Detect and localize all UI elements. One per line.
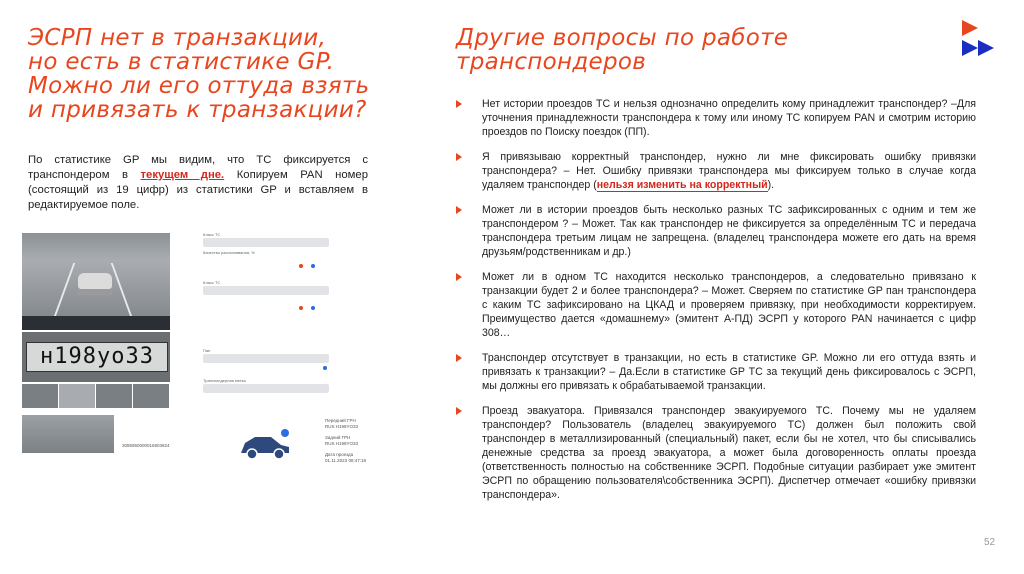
form-field[interactable] xyxy=(203,384,329,393)
left-title-line: Можно ли его оттуда взять xyxy=(28,73,370,99)
form-field[interactable] xyxy=(203,286,329,295)
faq-item xyxy=(456,351,976,393)
plate-text: н198уо33 xyxy=(26,342,168,372)
camera-image xyxy=(22,233,170,325)
intro-highlight: текущем дне. xyxy=(140,169,225,181)
right-title-line: Другие вопросы по работе xyxy=(456,25,789,51)
faq-text: Транспондер отсутствует в транзакции, но есть в статистике GP. Можно ли его оттуда взять и привязать к транзакции? – Да.Если в статистике GP ТС за текущий день фиксировалось с ЭСРП, мы должны его привязать к обрабатываемой транзакции. xyxy=(482,352,976,392)
front-value: RUS H198YO33 xyxy=(325,424,359,429)
faq-text: Нет истории проездов ТС и нельзя однозначно определить кому принадлежит транспондер? –Для уточнения принадлежности транспондера к тому или иному ТС копируем PAN и смотрим историю проездов по Поиску поездок (ПП). xyxy=(482,98,976,138)
car-icon xyxy=(237,425,293,463)
vehicle-info xyxy=(325,418,395,464)
front-label: Передний ГРН xyxy=(325,418,356,423)
faq-item xyxy=(456,404,976,502)
plate-image xyxy=(22,332,170,382)
intro-paragraph xyxy=(28,153,368,213)
date-label: Дата проезда xyxy=(325,452,354,457)
rear-value: RUS H198YO33 xyxy=(325,441,359,446)
camera-image xyxy=(22,415,114,453)
form-field[interactable] xyxy=(203,238,329,247)
faq-item xyxy=(456,270,976,340)
bullet-arrow-icon xyxy=(456,100,462,108)
left-title-line: но есть в статистике GP. xyxy=(28,49,335,75)
left-title xyxy=(28,26,448,122)
faq-text: Проезд эвакуатора. Привязался транспондер эвакуируемого ТС. Почему мы не удаляем транспондер? Пользователь (владелец эвакуируемого ТС) должен был положить свой транспондер в металлизированный (специальный) пакет, если бы не хотел, что бы списывались денежные средства за проезд эвакуатора, а может была договоренность оплаты проезда (ответственность полностью на собственнике ЭСРП. Подобные ситуации разбирает уже эмитент ЭСРП по обращению пользователя\собственника ЭСРП). Диспетчер отмечает «ошибку привязки транспондера». xyxy=(482,405,976,501)
faq-text: Я привязываю корректный транспондер, нужно ли мне фиксировать ошибку привязки транспондера? – Нет. Ошибку привязки транспондера мы фиксируем только в случае когда удаляем транспондер ( xyxy=(482,151,976,191)
form-label: Класс ТС xyxy=(203,232,221,237)
intro-text: По статистике GP мы видим, что ТС фиксируется с транспондером в xyxy=(28,154,368,181)
thumbnail-strip xyxy=(22,384,170,408)
company-logo-icon xyxy=(958,18,1002,60)
date-value: 01.11.2023 08:47:18 xyxy=(325,458,366,463)
faq-item xyxy=(456,97,976,139)
thumbnail[interactable] xyxy=(59,384,95,408)
form-label: Пан xyxy=(203,348,211,353)
bullet-arrow-icon xyxy=(456,273,462,281)
pan-field[interactable] xyxy=(203,354,329,363)
faq-item xyxy=(456,150,976,192)
bullet-arrow-icon xyxy=(456,407,462,415)
form-label: Класс ТС xyxy=(203,280,221,285)
edit-form xyxy=(203,228,331,408)
faq-item xyxy=(456,203,976,259)
bullet-arrow-icon xyxy=(456,354,462,362)
faq-text: Может ли в истории проездов быть несколько разных ТС зафиксированных с одним и тем же транспондером ? – Может. Так как транспондер не фиксируется за определённым ТС и передача транспондера третьим лицам не запрещена. (владелец транспондера можете его дать на время друзьям/родственникам и др.) xyxy=(482,204,976,258)
faq-highlight: нельзя изменить на корректный xyxy=(596,179,768,191)
faq-text: ). xyxy=(767,179,775,191)
rear-label: Задний ГРН xyxy=(325,435,351,440)
left-title-line: ЭСРП нет в транзакции, xyxy=(28,25,327,51)
form-label: Транспондерная метка xyxy=(203,378,246,383)
bottom-camera-block xyxy=(22,415,192,477)
pan-value: 3085950000016903824 xyxy=(122,443,170,448)
bullet-arrow-icon xyxy=(456,206,462,214)
camera-caption-bar xyxy=(22,316,170,330)
thumbnail[interactable] xyxy=(22,384,58,408)
right-title-line: транспондеров xyxy=(456,49,647,75)
right-title xyxy=(456,26,876,74)
bullet-arrow-icon xyxy=(456,153,462,161)
thumbnail[interactable] xyxy=(96,384,132,408)
left-title-line: и привязать к транзакции? xyxy=(28,97,367,123)
form-label: Качество распознавания, % xyxy=(203,250,255,255)
thumbnail[interactable] xyxy=(133,384,169,408)
page-number: 52 xyxy=(984,537,996,548)
intro-text: Копируем PAN номер (состоящий из 19 цифр) из статистики GP и вставляем в редактируемое поле. xyxy=(28,169,368,211)
faq-list xyxy=(456,97,976,513)
faq-text: Может ли в одном ТС находится несколько транспондеров, а следовательно привязано к транзакции будет 2 и более транспондера? – Может. Сверяем по статистике GP пан транспондера с каким ТС зафиксировано на ЦКАД и проверяем привязку, при необходимости корректируем. Преимущество дается «домашнему» (эмитент А-ПД) ЭСРП у которого PAN начинается с цифр 308… xyxy=(482,271,976,339)
